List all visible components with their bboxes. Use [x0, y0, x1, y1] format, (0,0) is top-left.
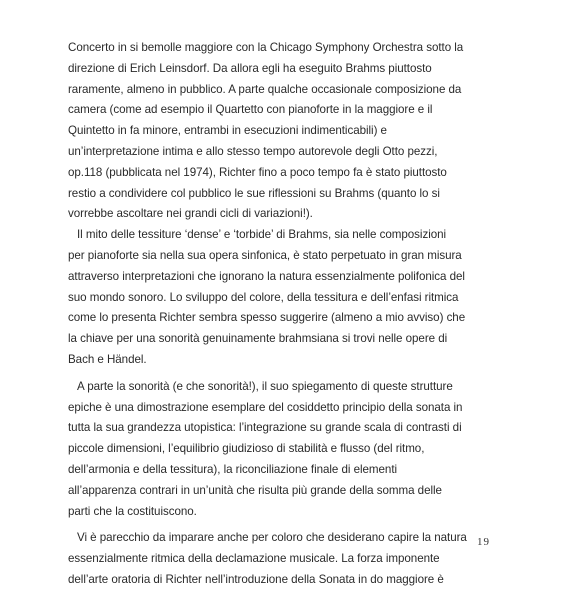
text-line: la chiave per una sonorità genuinamente brahmsiana si trovi nelle opere di: [68, 332, 448, 346]
text-line: Bach e Händel.: [68, 352, 147, 366]
text-line: vorrebbe ascoltare nei grandi cicli di variazioni!).: [68, 207, 313, 221]
text-line: un’interpretazione intima e allo stesso tempo autorevole degli Otto pezzi,: [68, 144, 438, 158]
text-line: camera (come ad esempio il Quartetto con pianoforte in la maggiore e il: [68, 103, 433, 117]
text-line: Vi è parecchio da imparare anche per coloro che desiderano capire la natura: [77, 531, 467, 545]
text-line: tutta la sua grandezza utopistica: l’integrazione su grande scala di contrasti di: [68, 421, 462, 435]
text-line: Concerto in si bemolle maggiore con la Chicago Symphony Orchestra sotto la: [68, 41, 464, 54]
paragraph-3: [68, 377, 490, 523]
page-number: 19: [477, 536, 490, 548]
body-text: [68, 38, 490, 591]
text-line: all’apparenza contrari in un’unità che risulta più grande della somma delle: [68, 483, 442, 497]
text-line: dell’armonia e della tessitura), la riconciliazione finale di elementi: [68, 462, 398, 476]
paragraph-2: [68, 225, 490, 371]
text-line: dell’arte oratoria di Richter nell’introduzione della Sonata in do maggiore è: [68, 572, 444, 586]
paragraph-1: [68, 38, 490, 225]
text-line: attraverso interpretazioni che ignorano la natura essenzialmente polifonica del: [68, 269, 465, 283]
text-line: parti che la costituiscono.: [68, 504, 197, 518]
paragraph-4: [68, 528, 490, 590]
text-line: restio a condividere col pubblico le sue riflessioni su Brahms (quanto lo si: [68, 186, 440, 200]
text-line: per pianoforte sia nella sua opera sinfonica, è stato perpetuato in gran misura: [68, 248, 462, 262]
text-line: Quintetto in fa minore, entrambi in esecuzioni indimenticabili) e: [68, 124, 387, 138]
text-line: epiche è una dimostrazione esemplare del cosiddetto principio della sonata in: [68, 400, 463, 414]
text-line: essenzialmente ritmica della declamazione musicale. La forza imponente: [68, 552, 440, 566]
text-line: op.118 (pubblicata nel 1974), Richter fino a poco tempo fa è stato piuttosto: [68, 165, 447, 179]
text-line: A parte la sonorità (e che sonorità!), il suo spiegamento di queste strutture: [77, 379, 453, 393]
text-line: come lo presenta Richter sembra spesso suggerire (almeno a mio avviso) che: [68, 311, 466, 325]
text-line: suo mondo sonoro. Lo sviluppo del colore, della tessitura e dell’enfasi ritmica: [68, 290, 459, 304]
text-line: direzione di Erich Leinsdorf. Da allora egli ha eseguito Brahms piuttosto: [68, 61, 432, 75]
text-line: raramente, almeno in pubblico. A parte qualche occasionale composizione da: [68, 82, 462, 96]
text-line: Il mito delle tessiture ‘dense’ e ‘torbide’ di Brahms, sia nelle composizioni: [77, 228, 447, 242]
text-line: piccole dimensioni, l’equilibrio giudizioso di stabilità e flusso (del ritmo,: [68, 442, 425, 456]
